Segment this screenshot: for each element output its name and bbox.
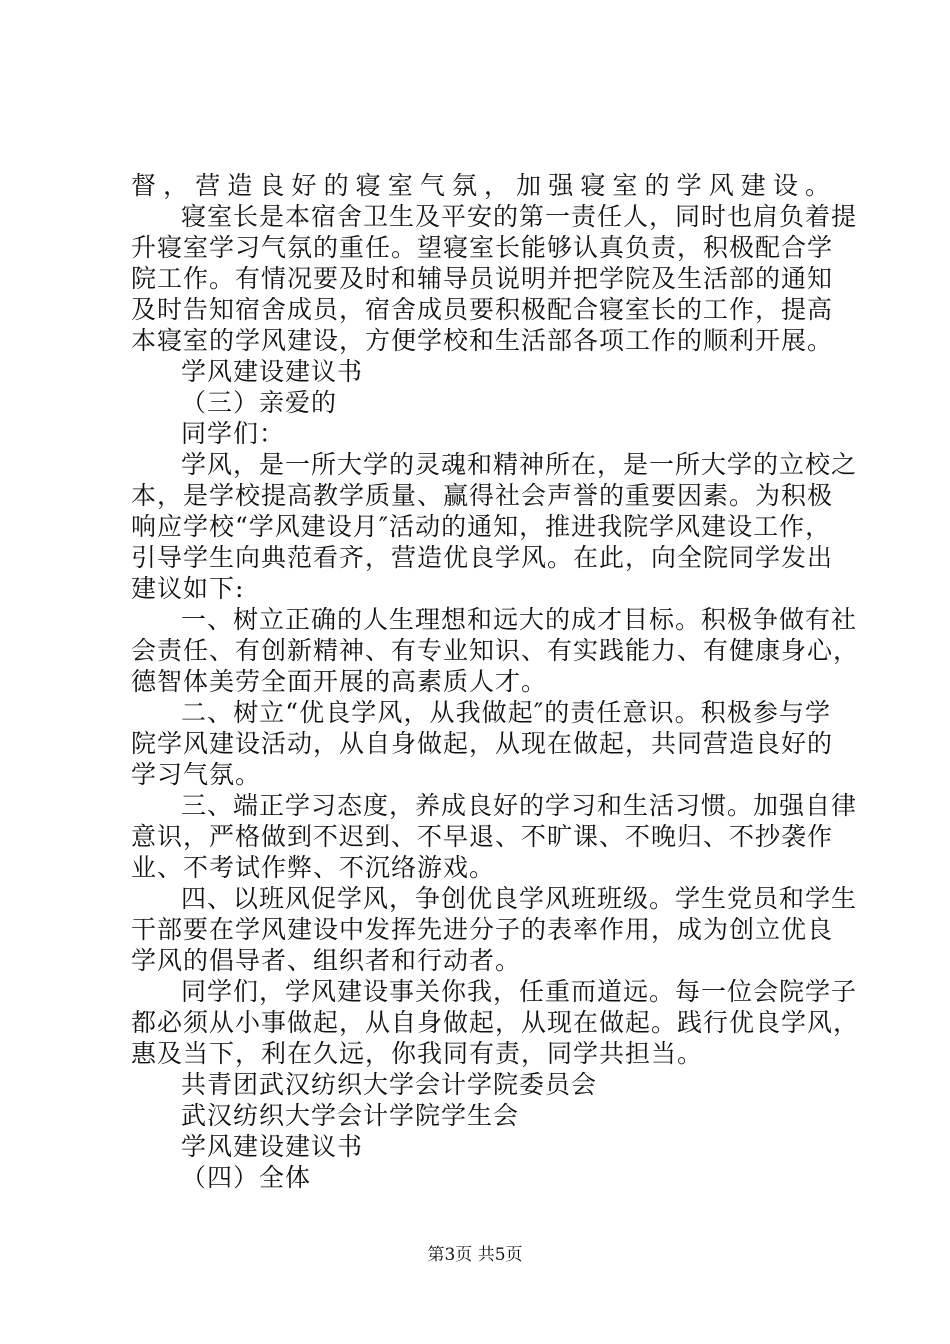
text-line: 惠及当下，利在久远，你我同有责，同学共担当。 xyxy=(131,1039,704,1068)
salutation: 同学们： xyxy=(181,419,286,448)
text-line: 德智体美劳全面开展的高素质人才。 xyxy=(131,667,548,696)
text-line: 四、以班风促学风，争创优良学风班班级。学生党员和学生 xyxy=(181,884,858,913)
signature-line: 共青团武汉纺织大学会计学院委员会 xyxy=(181,1070,598,1099)
document-body xyxy=(131,170,860,1193)
text-line: 干部要在学风建设中发挥先进分子的表率作用，成为创立优良 xyxy=(131,915,834,944)
text-line: 升寝室学习气氛的重任。望寝室长能够认真负责，积极配合学 xyxy=(131,233,834,262)
text-line: 本，是学校提高教学质量、赢得社会声誉的重要因素。为积极 xyxy=(131,481,834,510)
page-number: 第3页 共5页 xyxy=(427,1245,523,1265)
text-line: 一、树立正确的人生理想和远大的成才目标。积极争做有社 xyxy=(181,605,858,634)
text-line: 业、不考试作弊、不沉络游戏。 xyxy=(131,853,496,882)
text-line: 本寝室的学风建设，方便学校和生活部各项工作的顺利开展。 xyxy=(131,326,834,355)
text-line: 及时告知宿舍成员，宿舍成员要积极配合寝室长的工作，提高 xyxy=(131,295,834,324)
text-line: 院工作。有情况要及时和辅导员说明并把学院及生活部的通知 xyxy=(131,264,834,293)
text-line: 建议如下: xyxy=(131,574,245,603)
text-line: 督，营造良好的寝室气氛，加强寝室的学风建设。 xyxy=(131,171,831,200)
text-line: 寝室长是本宿舍卫生及平安的第一责任人，同时也肩负着提 xyxy=(181,202,858,231)
signature-line: 武汉纺织大学会计学院学生会 xyxy=(181,1101,520,1130)
section-title: 学风建设建议书 xyxy=(181,1132,364,1161)
section-title: 学风建设建议书 xyxy=(181,357,364,386)
text-line: 学风，是一所大学的灵魂和精神所在，是一所大学的立校之 xyxy=(181,450,858,479)
text-line: 学习气氛。 xyxy=(131,760,262,789)
section-heading: （三）亲爱的 xyxy=(181,388,338,417)
text-line: 三、端正学习态度，养成良好的学习和生活习惯。加强自律 xyxy=(181,791,858,820)
section-heading: （四）全体 xyxy=(181,1163,312,1192)
text-line: 二、树立“优良学风，从我做起″的责任意识。积极参与学 xyxy=(181,698,831,727)
text-line: 都必须从小事做起，从自身做起，从现在做起。践行优良学风， xyxy=(131,1008,860,1037)
text-line: 响应学校“学风建设月″活动的通知，推进我院学风建设工作， xyxy=(131,512,832,541)
text-line: 学风的倡导者、组织者和行动者。 xyxy=(131,946,522,975)
text-line: 同学们，学风建设事关你我，任重而道远。每一位会院学子 xyxy=(181,977,858,1006)
text-line: 引导学生向典范看齐，营造优良学风。在此，向全院同学发出 xyxy=(131,543,834,572)
text-line: 意识，严格做到不迟到、不早退、不旷课、不晚归、不抄袭作 xyxy=(131,822,834,851)
text-line: 院学风建设活动，从自身做起，从现在做起，共同营造良好的 xyxy=(131,729,834,758)
text-line: 会责任、有创新精神、有专业知识、有实践能力、有健康身心， xyxy=(131,636,860,665)
